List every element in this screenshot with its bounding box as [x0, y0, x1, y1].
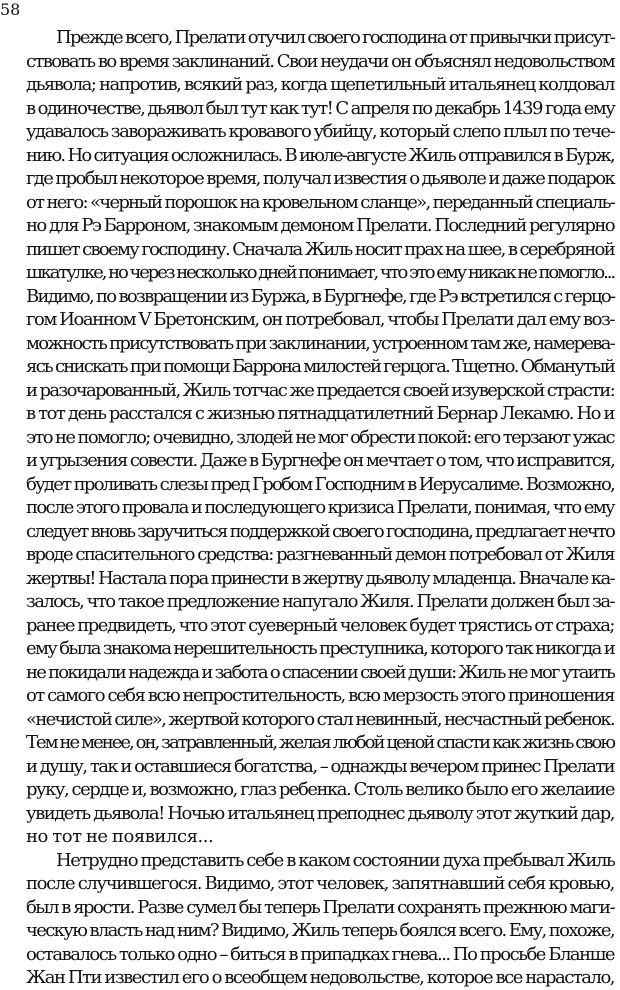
- text-line: Нетрудно представить себе в каком состоянии духа пребывал Жиль: [56, 849, 615, 871]
- text-line: в одиночестве, дьявол был тут как тут! С апреля по декабрь 1439 года ему: [26, 97, 615, 119]
- text-line: ческую власть над ним? Видимо, Жиль теперь боялся всего. Ему, похоже,: [26, 920, 614, 941]
- text-line: удавалось завораживать кровавого убийцу, который слепо плыл по тече-: [26, 121, 614, 142]
- text-line: и разочарованный, Жиль тотчас же предается своей изуверской страсти:: [26, 379, 614, 401]
- text-line: но тот не появился...: [26, 826, 214, 847]
- text-line: Видимо, по возвращении из Буржа, в Бургнефе, где Рэ встретился с герцо-: [26, 285, 615, 307]
- text-line: и угрызения совести. Даже в Бургнефе он мечтает о том, что исправится,: [26, 450, 615, 471]
- text-line: руку, сердце и, возможно, глаз ребенка. Столь велико было его желаиие: [26, 779, 614, 800]
- text-line: шкатулке, но через несколько дней понимает, что это ему никак не помогло...: [26, 262, 614, 283]
- text-line: но для Рэ Барроном, знакомым демоном Прелати. Последний регулярно: [26, 215, 614, 236]
- text-line: будет проливать слезы пред Гробом Господним в Иерусалиме. Возможно,: [26, 473, 614, 495]
- text-line: нию. Но ситуация осложнилась. В июле-августе Жиль отправился в Бурж,: [26, 144, 614, 166]
- text-line: где пробыл некоторое время, получал известия о дьяволе и даже подарок: [26, 168, 614, 189]
- text-line: от него: «черный порошок на кровельном сланце», переданный специаль-: [26, 191, 614, 213]
- text-line: гом Иоанном V Бретонским, он потребовал, чтобы Прелати дал ему воз-: [26, 309, 614, 330]
- text-line: жертвы! Настала пора принести в жертву дьяволу младенца. Вначале ка-: [26, 567, 614, 589]
- text-line: и душу, так и оставшиеся богатства, – однажды вечером принес Прелати: [26, 755, 614, 777]
- text-line: в тот день расстался с жизнью пятнадцатилетний Бернар Лекамю. Но и: [26, 403, 614, 424]
- text-line: ствовать во время заклинаний. Свои неудачи он объяснял недовольством: [26, 50, 614, 72]
- text-line: от самого себя всю непростительность, всю мерзость этого приношения: [26, 685, 614, 706]
- text-line: Тем не менее, он, затравленный, желая любой ценой спасти как жизнь свою: [26, 732, 614, 753]
- text-line: ему была знакома нерешительность преступника, которого так никогда и: [26, 638, 614, 659]
- text-line: пишет своему господину. Сначала Жиль носит прах на шее, в серебряной: [26, 238, 614, 260]
- text-line: вроде спасительного средства: разгневанный демон потребовал от Жиля: [26, 544, 614, 565]
- text-line: можность присутствовать при заклинании, устроенном там же, намерева-: [26, 332, 614, 354]
- text-line: после случившегося. Видимо, этот человек, запятнавший себя кровью,: [26, 873, 614, 894]
- text-line: залось, что такое предложение напугало Жиля. Прелати должен был за-: [26, 591, 614, 612]
- text-line: был в ярости. Разве сумел бы теперь Прелати сохранять прежнюю маги-: [26, 896, 614, 918]
- body-text: [26, 26, 614, 990]
- text-line: после этого провала и последующего кризиса Прелати, понимая, что ему: [26, 497, 614, 518]
- paragraph: [26, 849, 614, 990]
- text-line: это не помогло; очевидно, злодей не мог обрести покой: его терзают ужас: [26, 426, 614, 448]
- paragraph: [26, 26, 614, 849]
- text-line: дьявола; напротив, всякий раз, когда щепетильный итальянец колдовал: [26, 74, 614, 95]
- text-line: следует вновь заручиться поддержкой своего господина, предлагает нечто: [26, 520, 614, 542]
- text-line: ранее предвидеть, что этот суеверный человек будет трястись от страха;: [26, 614, 614, 636]
- text-line: Жан Пти известил его о всеобщем недовольстве, которое все нарастало,: [26, 967, 614, 988]
- text-line: оставалось только одно – биться в припадках гнева... По просьбе Бланше: [26, 943, 614, 965]
- text-line: «нечистой силе», жертвой которого стал невинный, несчастный ребенок.: [26, 708, 614, 730]
- text-line: Прежде всего, Прелати отучил своего господина от привычки присут-: [56, 27, 615, 48]
- text-line: увидеть дьявола! Ночью итальянец преподнес дьяволу этот жуткий дар,: [26, 802, 614, 824]
- page-number: 58: [0, 0, 21, 19]
- text-line: не покидали надежда и забота о спасении своей души: Жиль не мог утаить: [26, 661, 614, 683]
- text-line: ясь снискать при помощи Баррона милостей герцога. Тщетно. Обманутый: [26, 356, 615, 377]
